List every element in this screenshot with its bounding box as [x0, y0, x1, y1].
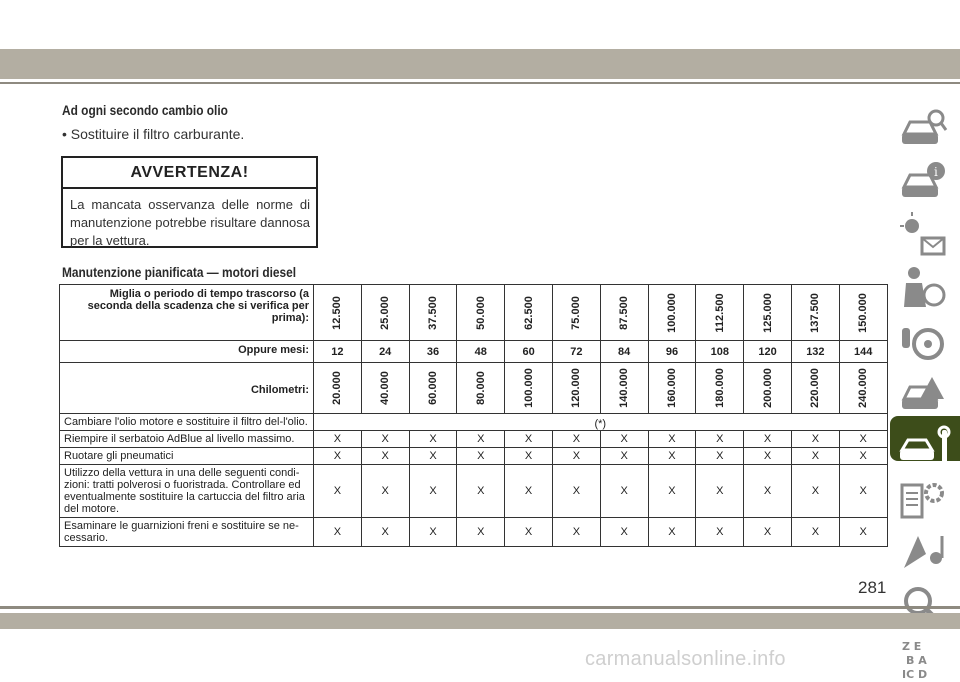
miles-value: 75.000	[570, 295, 583, 330]
sidebar-tab-alphabet-index[interactable]	[892, 628, 948, 681]
miles-cell	[361, 285, 409, 341]
mark-cell: X	[361, 431, 409, 448]
months-value: 144	[839, 341, 887, 363]
km-value: 240.000	[857, 368, 870, 408]
mark-cell: X	[648, 431, 696, 448]
km-value: 80.000	[474, 371, 487, 405]
mark-cell: X	[839, 518, 887, 547]
task-description: Ruotare gli pneumatici	[60, 448, 314, 465]
bottom-band	[0, 613, 960, 629]
mark-cell: X	[552, 448, 600, 465]
months-row	[60, 341, 888, 363]
watermark-text: carmanualsonline.info	[585, 648, 786, 670]
warning-text: La mancata osservanza delle norme di manutenzione potrebbe risultare dannosa per la vettura.	[70, 197, 310, 248]
multimedia-icon	[898, 528, 954, 576]
bottom-rule	[0, 606, 960, 609]
mark-cell: X	[409, 431, 457, 448]
mark-cell: X	[505, 448, 553, 465]
steering-start-icon	[898, 316, 954, 364]
table-row	[60, 518, 888, 547]
km-cell	[409, 363, 457, 414]
page-number: 281	[858, 578, 887, 597]
months-value: 60	[505, 341, 553, 363]
miles-cell	[744, 285, 792, 341]
km-value: 180.000	[713, 368, 726, 408]
mark-cell: X	[314, 448, 362, 465]
alphabet-index-icon	[898, 634, 954, 682]
mark-cell: X	[457, 518, 505, 547]
sidebar-tab-car-info[interactable]	[892, 151, 948, 196]
mark-cell: X	[839, 448, 887, 465]
seatbelt-airbag-icon	[898, 263, 954, 311]
chapter-sidebar	[890, 98, 960, 681]
miles-cell	[552, 285, 600, 341]
sidebar-tab-emergency-car[interactable]	[892, 363, 948, 408]
km-cell	[552, 363, 600, 414]
mark-cell: X	[600, 448, 648, 465]
mark-cell: X	[552, 518, 600, 547]
km-cell	[696, 363, 744, 414]
mark-cell: X	[648, 465, 696, 518]
section-heading: Ad ogni secondo cambio olio	[62, 102, 228, 118]
top-rule	[0, 82, 960, 84]
mark-cell: X	[744, 518, 792, 547]
sidebar-tab-specs-gears[interactable]	[892, 469, 948, 514]
bullet-item: • Sostituire il filtro carburante.	[62, 126, 245, 142]
miles-cell	[839, 285, 887, 341]
maintenance-table	[59, 284, 888, 547]
miles-value: 87.500	[618, 295, 631, 330]
months-value: 84	[600, 341, 648, 363]
mark-cell: X	[361, 465, 409, 518]
mark-cell: X	[314, 431, 362, 448]
table-row	[60, 448, 888, 465]
mark-cell: X	[457, 431, 505, 448]
mark-cell: X	[791, 431, 839, 448]
months-value: 108	[696, 341, 744, 363]
km-value: 20.000	[331, 371, 344, 405]
miles-row	[60, 285, 888, 341]
table-row	[60, 465, 888, 518]
top-band	[0, 49, 960, 79]
sidebar-tab-warning-lights[interactable]	[892, 204, 948, 249]
svg-text:Z E: Z E	[902, 640, 922, 653]
sidebar-tab-car-service[interactable]	[890, 416, 960, 461]
car-service-icon	[896, 422, 952, 470]
warning-box	[61, 156, 318, 248]
miles-value: 50.000	[474, 295, 487, 330]
km-cell	[505, 363, 553, 414]
miles-value: 12.500	[331, 295, 344, 330]
svg-text:i: i	[934, 165, 938, 179]
mark-cell: X	[791, 518, 839, 547]
km-value: 100.000	[522, 368, 535, 408]
mark-cell: X	[791, 448, 839, 465]
task-description: Riempire il serbatoio AdBlue al livello massimo.	[60, 431, 314, 448]
miles-value: 125.000	[761, 292, 774, 333]
mark-cell: X	[696, 431, 744, 448]
task-description: Cambiare l'olio motore e sostituire il filtro del-l'olio.	[60, 414, 314, 431]
miles-value: 137.500	[809, 292, 822, 333]
car-search-icon	[898, 104, 954, 152]
warning-title: AVVERTENZA!	[63, 158, 316, 189]
months-value: 96	[648, 341, 696, 363]
miles-label: Miglia o periodo di tempo trascorso (a seconda della scadenza che si verifica per prima):	[60, 285, 314, 341]
car-info-icon	[898, 157, 954, 205]
miles-cell	[648, 285, 696, 341]
miles-value: 37.500	[426, 295, 439, 330]
months-value: 36	[409, 341, 457, 363]
miles-cell	[600, 285, 648, 341]
km-row	[60, 363, 888, 414]
warning-lights-icon	[898, 210, 954, 258]
km-cell	[600, 363, 648, 414]
mark-cell: X	[552, 431, 600, 448]
km-cell	[314, 363, 362, 414]
mark-cell: X	[409, 518, 457, 547]
miles-cell	[696, 285, 744, 341]
mark-cell: X	[696, 518, 744, 547]
km-value: 60.000	[426, 371, 439, 405]
mark-cell: X	[839, 431, 887, 448]
sidebar-tab-multimedia[interactable]	[892, 522, 948, 567]
task-description: Utilizzo della vettura in una delle seguenti condi-zioni: tratti polverosi o fuoristrada. Controllare ed eventualmente sostituire la cartuccia del filtro aria del motore.	[60, 465, 314, 518]
mark-cell: X	[744, 448, 792, 465]
mark-cell: X	[600, 518, 648, 547]
months-label: Oppure mesi:	[60, 341, 314, 363]
months-value: 120	[744, 341, 792, 363]
sidebar-tab-seatbelt-airbag[interactable]	[892, 257, 948, 302]
km-value: 220.000	[809, 368, 822, 408]
km-value: 120.000	[570, 368, 583, 408]
sidebar-tab-car-search[interactable]	[892, 98, 948, 143]
mark-cell: X	[457, 465, 505, 518]
km-value: 160.000	[665, 368, 678, 408]
months-value: 72	[552, 341, 600, 363]
mark-cell: X	[505, 431, 553, 448]
mark-cell: X	[314, 465, 362, 518]
mark-cell: X	[600, 465, 648, 518]
km-cell	[791, 363, 839, 414]
note-cell: (*)	[314, 414, 888, 431]
miles-cell	[409, 285, 457, 341]
miles-cell	[505, 285, 553, 341]
months-value: 48	[457, 341, 505, 363]
mark-cell: X	[457, 448, 505, 465]
km-cell	[457, 363, 505, 414]
mark-cell: X	[361, 518, 409, 547]
specs-gears-icon	[898, 475, 954, 523]
svg-text:IC D: IC D	[902, 668, 928, 681]
miles-cell	[791, 285, 839, 341]
mark-cell: X	[696, 465, 744, 518]
svg-text:B A: B A	[906, 654, 927, 667]
mark-cell: X	[696, 448, 744, 465]
km-value: 140.000	[618, 368, 631, 408]
months-value: 12	[314, 341, 362, 363]
mark-cell: X	[409, 465, 457, 518]
mark-cell: X	[505, 465, 553, 518]
months-value: 24	[361, 341, 409, 363]
emergency-car-icon	[898, 369, 954, 417]
table-heading: Manutenzione pianificata — motori diesel	[62, 264, 297, 280]
miles-value: 112.500	[713, 292, 726, 333]
mark-cell: X	[361, 448, 409, 465]
mark-cell: X	[744, 431, 792, 448]
months-value: 132	[791, 341, 839, 363]
mark-cell: X	[552, 465, 600, 518]
mark-cell: X	[600, 431, 648, 448]
mark-cell: X	[505, 518, 553, 547]
miles-value: 150.000	[857, 292, 870, 333]
miles-value: 25.000	[379, 295, 392, 330]
mark-cell: X	[839, 465, 887, 518]
mark-cell: X	[409, 448, 457, 465]
mark-cell: X	[648, 448, 696, 465]
miles-value: 62.500	[522, 295, 535, 330]
table-row	[60, 431, 888, 448]
sidebar-tab-steering-start[interactable]	[892, 310, 948, 355]
km-cell	[839, 363, 887, 414]
miles-value: 100.000	[665, 292, 678, 333]
task-description: Esaminare le guarnizioni freni e sostituire se ne-cessario.	[60, 518, 314, 547]
miles-cell	[457, 285, 505, 341]
table-row	[60, 414, 888, 431]
miles-cell	[314, 285, 362, 341]
mark-cell: X	[314, 518, 362, 547]
km-cell	[744, 363, 792, 414]
mark-cell: X	[791, 465, 839, 518]
km-label: Chilometri:	[60, 363, 314, 414]
km-cell	[361, 363, 409, 414]
km-value: 200.000	[761, 368, 774, 408]
mark-cell: X	[648, 518, 696, 547]
km-value: 40.000	[379, 371, 392, 405]
km-cell	[648, 363, 696, 414]
mark-cell: X	[744, 465, 792, 518]
